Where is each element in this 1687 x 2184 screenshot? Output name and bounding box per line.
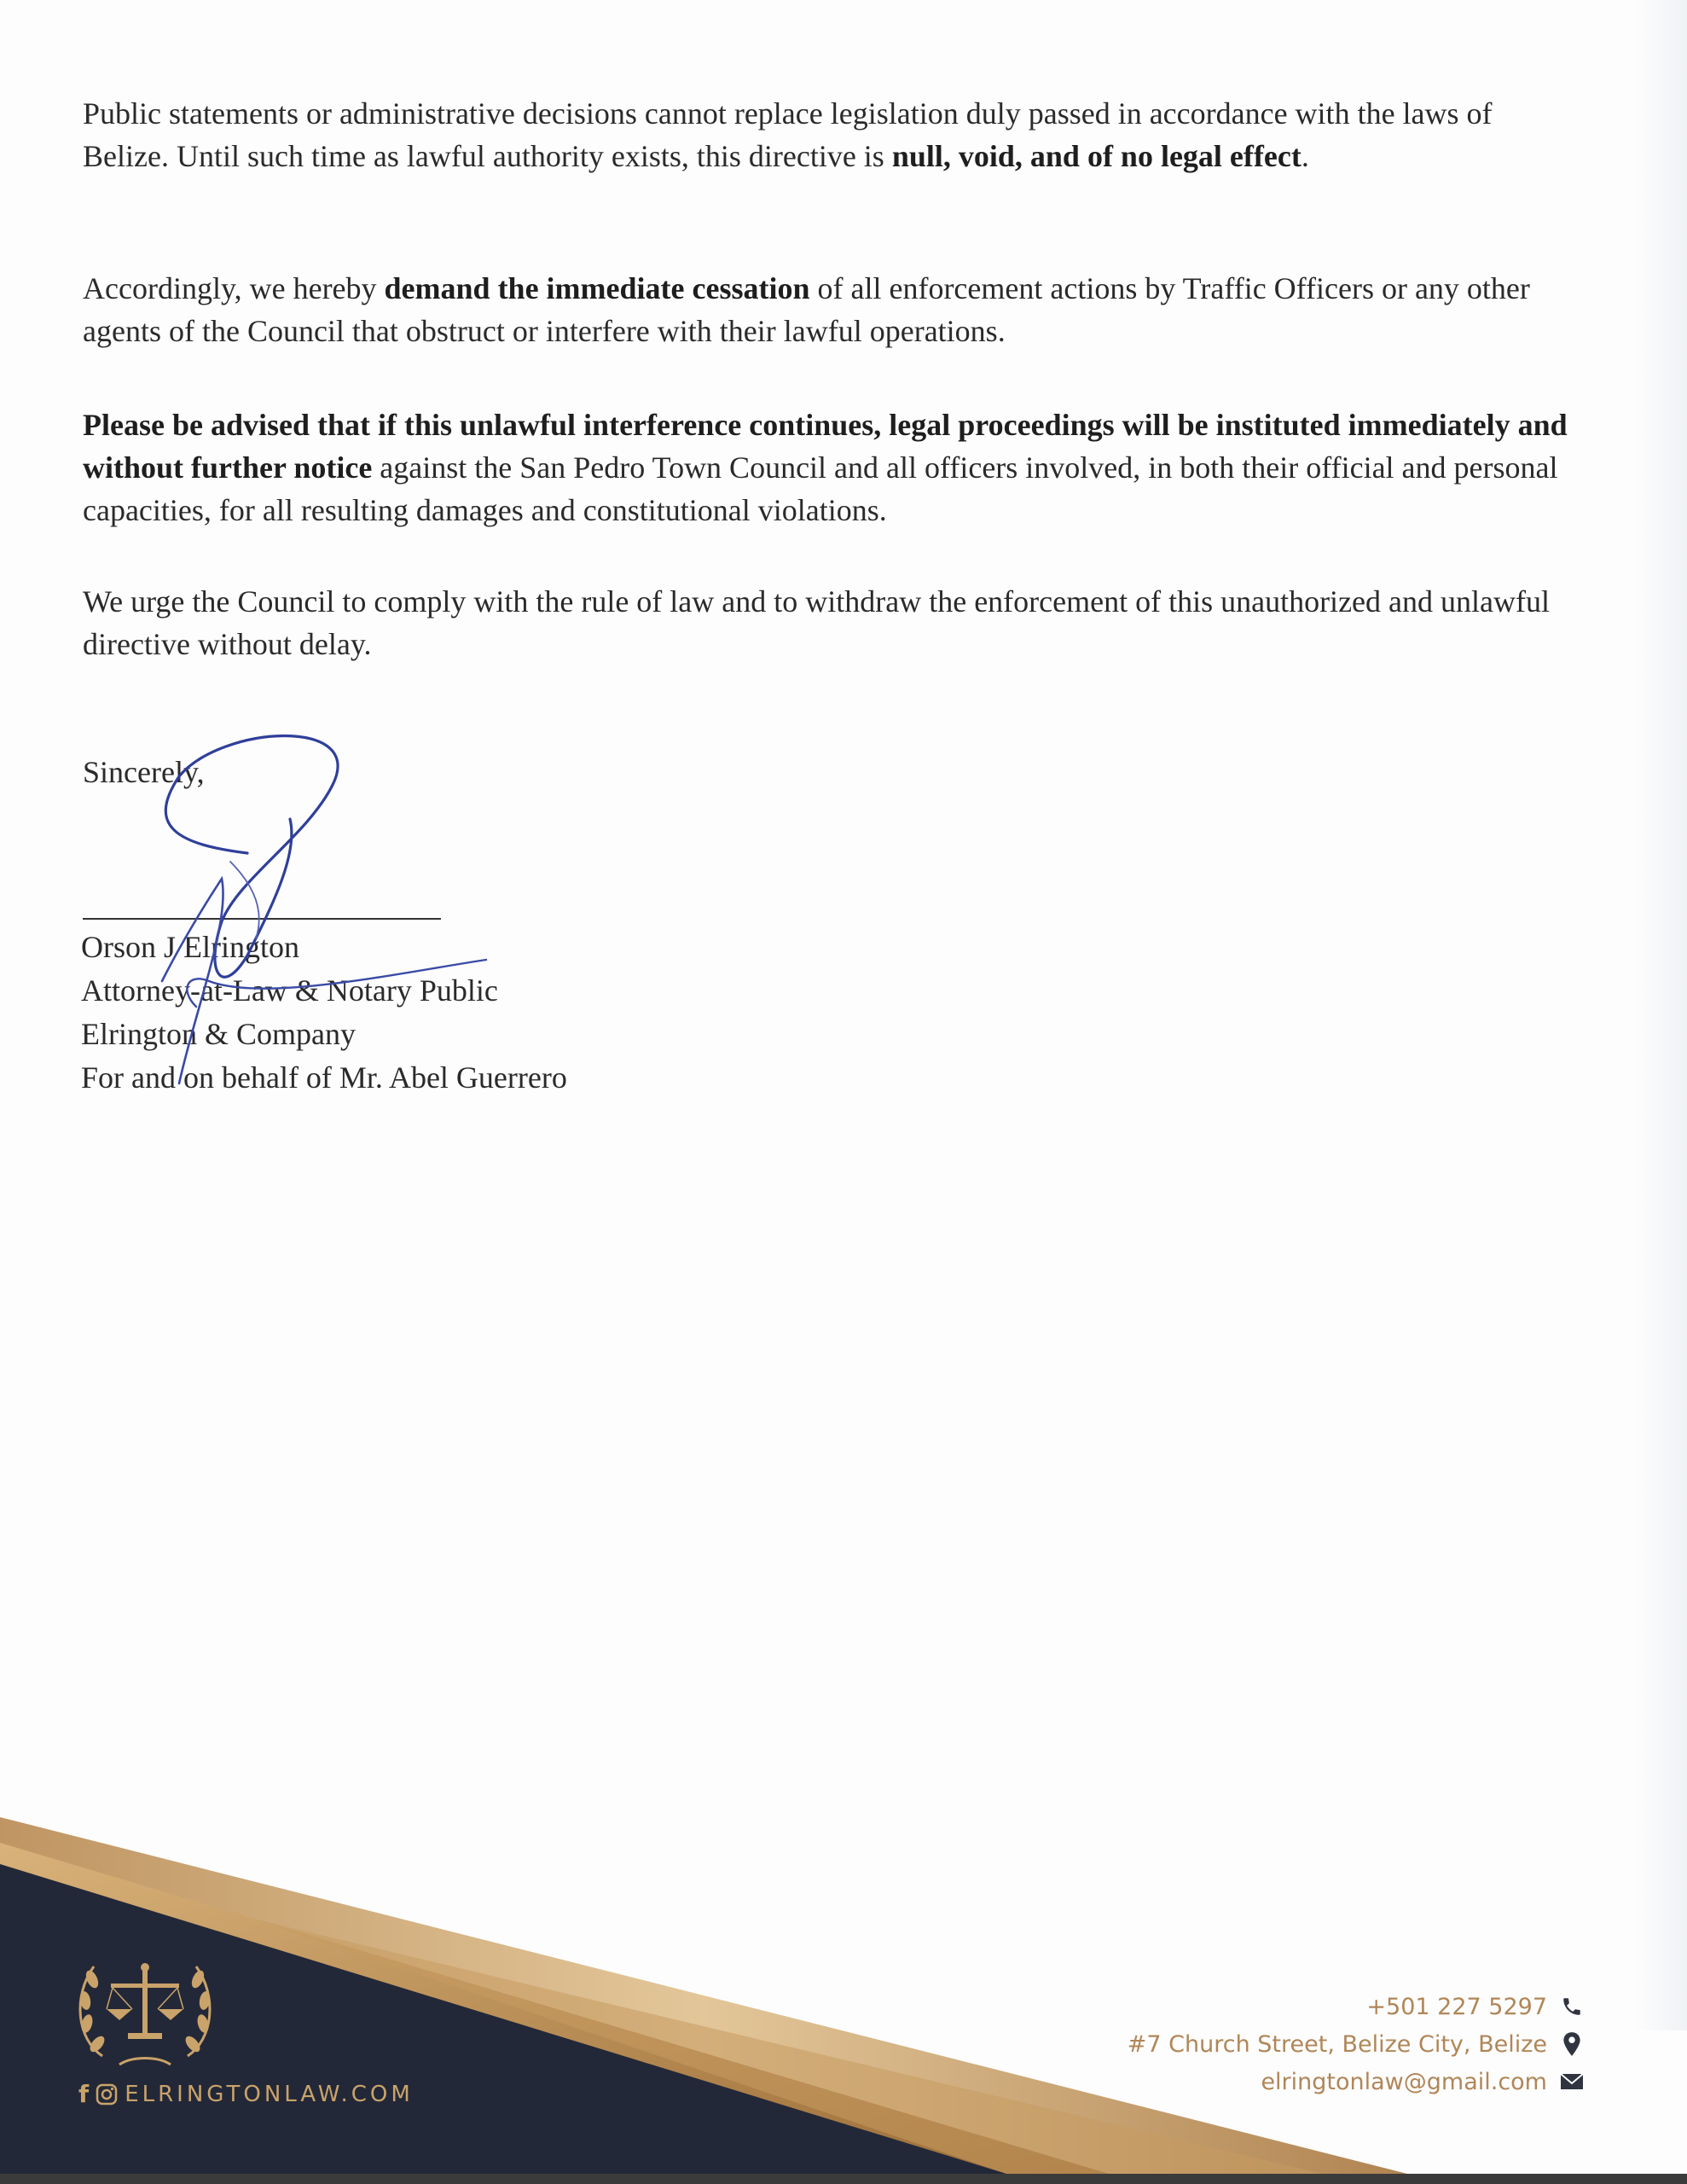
footer-website	[78, 2080, 414, 2108]
closing-salutation: Sincerely,	[83, 755, 205, 789]
emphasis-demand: demand the immediate cessation	[384, 271, 810, 305]
signatory-title: Attorney-at-Law & Notary Public	[81, 973, 498, 1008]
signatory-behalf: For and on behalf of Mr. Abel Guerrero	[81, 1060, 567, 1095]
paragraph-legal-proceedings: Please be advised that if this unlawful interference continues, legal proceedings will be instituted immediately and without further notice against the San Pedro Town Council and all officers involved, in both their official and personal capacities, for all resulting damages and constitutional violations.	[83, 408, 1568, 527]
paragraph-urge-compliance: We urge the Council to comply with the rule of law and to withdraw the enforcement of this unauthorized and unlawful directive without delay.	[83, 584, 1550, 661]
location-pin-icon	[1559, 2031, 1585, 2057]
website-url[interactable]: ELRINGTONLAW.COM	[125, 2081, 414, 2107]
phone-number[interactable]: +501 227 5297	[1366, 1993, 1547, 2020]
street-address: #7 Church Street, Belize City, Belize	[1127, 2030, 1547, 2058]
contact-address-row	[1128, 2025, 1585, 2063]
paragraph-legal-authority: Public statements or administrative decisions cannot replace legislation duly passed in accordance with the laws of Belize. Until such time as lawful authority exists, this directive is null, void, and of no legal effect.	[83, 96, 1493, 173]
signatory-name: Orson J Elrington	[81, 930, 299, 964]
signatory-firm: Elrington & Company	[81, 1017, 356, 1051]
instagram-icon[interactable]	[96, 2083, 118, 2106]
envelope-icon	[1559, 2069, 1585, 2094]
scan-bottom-edge	[0, 2174, 1687, 2184]
scales-of-justice-logo	[68, 1945, 222, 2073]
phone-icon	[1559, 1994, 1585, 2019]
scan-edge-shadow	[1636, 0, 1687, 2030]
footer-contact	[1128, 1988, 1585, 2100]
paragraph-demand: Accordingly, we hereby demand the immediate cessation of all enforcement actions by Traffic Officers or any other agents of the Council that obstruct or interfere with their lawful operations.	[83, 271, 1530, 348]
contact-phone-row	[1128, 1988, 1585, 2025]
email-address[interactable]: elringtonlaw@gmail.com	[1261, 2068, 1547, 2095]
emphasis-warning: Please be advised that if this unlawful interference continues, legal proceedings will be instituted immediately and without further notice	[83, 408, 1568, 485]
contact-email-row	[1128, 2063, 1585, 2100]
emphasis-null-void: null, void, and of no legal effect	[891, 139, 1301, 173]
handwritten-signature	[128, 725, 512, 1092]
facebook-icon[interactable]: f	[78, 2080, 90, 2108]
